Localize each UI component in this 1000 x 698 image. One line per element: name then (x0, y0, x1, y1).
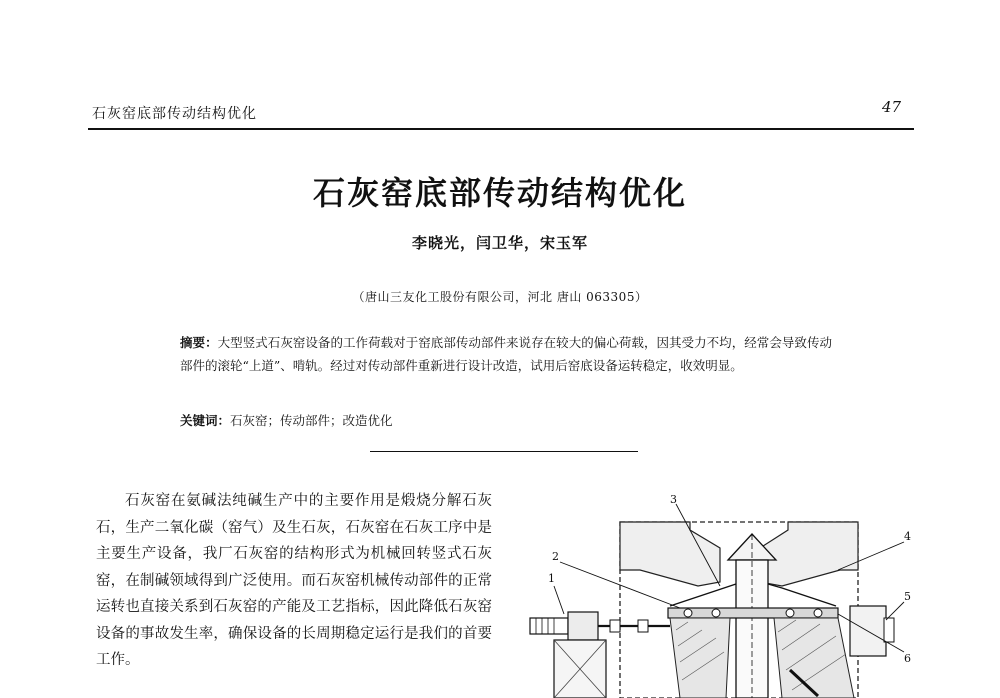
figure-label-3: 3 (670, 493, 677, 506)
keywords-label: 关键词： (180, 413, 231, 428)
figure-label-1: 1 (548, 572, 555, 585)
running-title: 石灰窑底部传动结构优化 (92, 106, 257, 122)
left-chute (670, 618, 730, 698)
coupling-1 (610, 620, 620, 632)
left-hopper-wall (620, 522, 720, 586)
keywords-text: 石灰窑；传动部件；改造优化 (230, 413, 393, 428)
right-flange (884, 618, 894, 642)
page-number: 47 (882, 98, 902, 116)
right-hopper-wall (760, 522, 858, 586)
article-title: 石灰窑底部传动结构优化 (312, 174, 687, 212)
figure-label-2: 2 (552, 550, 559, 563)
abstract (180, 332, 832, 377)
abstract-text: 大型竖式石灰窑设备的工作荷载对于窑底部传动部件来说存在较大的偏心荷载，因其受力不均，经常会导致传动部件的滚轮“上道”、啃轨。经过对传动部件重新进行设计改造，试用后窑底设备运转稳定，收效明显。 (180, 335, 832, 373)
authors: 李晓光，闫卫华，宋玉军 (411, 234, 588, 252)
kiln-drive-diagram (520, 490, 920, 698)
coupling-2 (638, 620, 648, 632)
abstract-label: 摘要： (180, 335, 218, 350)
right-chute (774, 618, 854, 698)
affiliation: （唐山三友化工股份有限公司，河北 唐山 063305） (352, 290, 648, 304)
figure-label-5: 5 (904, 590, 911, 603)
reducer (568, 612, 598, 640)
header-rule (88, 128, 914, 130)
figure-label-4: 4 (904, 530, 911, 543)
rotating-table (668, 608, 838, 618)
diagram-svg (520, 490, 920, 698)
section-divider (370, 451, 638, 452)
keywords (180, 410, 832, 432)
figure-label-6: 6 (904, 652, 911, 665)
right-steps (768, 584, 836, 606)
body-paragraph: 石灰窑在氨碱法纯碱生产中的主要作用是煅烧分解石灰石，生产二氧化碳（窑气）及生石灰，石灰窑在石灰工序中是主要生产设备，我厂石灰窑的结构形式为机械回转竖式石灰窑，在制碱领域得到广泛使用。而石灰窑机械传动部件的正常运转也直接关系到石灰窑的产能及工艺指标，因此降低石灰窑设备的事故发生率，确保设备的长周期稳定运行是我们的首要工作。 (96, 493, 492, 668)
left-steps (670, 584, 736, 606)
